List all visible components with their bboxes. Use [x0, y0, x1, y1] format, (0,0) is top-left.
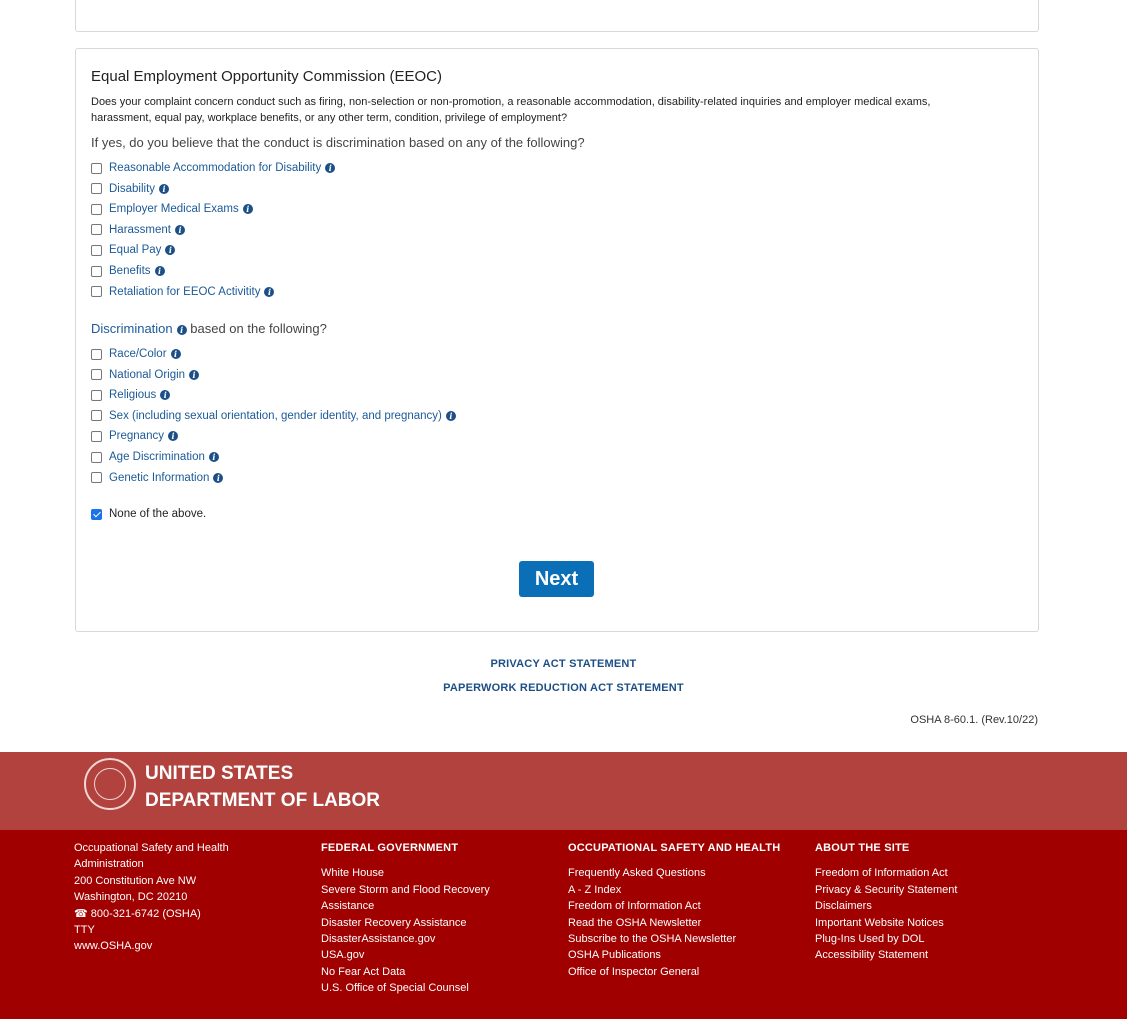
checkbox-option[interactable] — [91, 283, 274, 301]
info-icon[interactable]: i — [189, 370, 199, 380]
footer-link[interactable]: Freedom of Information Act — [568, 900, 701, 913]
info-icon[interactable]: i — [175, 225, 185, 235]
option-label[interactable]: Harassment — [109, 223, 171, 236]
checkbox-option[interactable] — [91, 159, 335, 177]
dol-name-line2: DEPARTMENT OF LABOR — [145, 790, 381, 811]
option-label[interactable]: Race/Color — [109, 348, 167, 360]
osh-heading: OCCUPATIONAL SAFETY AND HEALTH — [568, 842, 781, 854]
federal-heading: FEDERAL GOVERNMENT — [321, 842, 459, 854]
option-label[interactable]: Religious — [109, 389, 157, 402]
info-icon[interactable]: i — [165, 245, 175, 255]
info-icon[interactable]: i — [446, 411, 456, 421]
footer-link[interactable]: Privacy & Security Statement — [815, 883, 958, 896]
footer-link[interactable]: Accessibility Statement — [815, 949, 929, 962]
privacy-act-link[interactable]: PRIVACY ACT STATEMENT — [490, 658, 637, 670]
option-label[interactable]: Age Discrimination — [109, 451, 205, 463]
footer-links — [0, 830, 1127, 1019]
paperwork-reduction-link[interactable]: PAPERWORK REDUCTION ACT STATEMENT — [443, 682, 684, 694]
checkbox-option[interactable] — [91, 407, 456, 425]
checkbox-option[interactable] — [91, 366, 199, 384]
option-checkbox[interactable] — [91, 204, 102, 215]
info-icon[interactable]: i — [155, 266, 165, 276]
checkbox-option[interactable] — [91, 345, 181, 363]
footer-link[interactable]: Disclaimers — [815, 900, 872, 913]
info-icon[interactable]: i — [209, 452, 219, 462]
footer-link[interactable]: Subscribe to the OSHA Newsletter — [568, 933, 737, 946]
footer-about-column — [815, 840, 1035, 964]
previous-section-panel — [75, 0, 1039, 32]
dol-name-line1: UNITED STATES — [145, 763, 294, 784]
footer-osh-column — [568, 840, 798, 980]
discrimination-link[interactable]: Discrimination — [91, 321, 173, 336]
option-label[interactable]: National Origin — [109, 368, 186, 381]
option-label[interactable]: Genetic Information — [109, 471, 210, 484]
discrimination-suffix: based on the following? — [190, 321, 327, 336]
info-icon[interactable]: i — [325, 163, 335, 173]
option-label[interactable]: Sex (including sexual orientation, gender identity, and pregnancy) — [109, 409, 442, 422]
none-of-above-label: None of the above. — [109, 508, 207, 520]
next-button[interactable]: Next — [519, 561, 594, 597]
checkbox-option[interactable] — [91, 200, 253, 218]
conduct-question: If yes, do you believe that the conduct is discrimination based on any of the following? — [91, 135, 585, 150]
option-checkbox[interactable] — [91, 410, 102, 421]
discrimination-question — [91, 321, 327, 336]
address-line: ☎ 800-321-6742 (OSHA) — [74, 907, 201, 920]
checkbox-option[interactable] — [91, 448, 219, 466]
checkbox-option[interactable] — [91, 262, 165, 280]
footer-link[interactable]: No Fear Act Data — [321, 965, 406, 978]
form-number: OSHA 8-60.1. (Rev.10/22) — [910, 714, 1038, 726]
address-line: Administration — [74, 858, 144, 871]
footer-link[interactable]: Assistance — [321, 900, 375, 913]
option-label[interactable]: Pregnancy — [109, 430, 164, 443]
option-checkbox[interactable] — [91, 472, 102, 483]
option-checkbox[interactable] — [91, 452, 102, 463]
info-icon[interactable]: i — [159, 184, 169, 194]
footer-link[interactable]: Disaster Recovery Assistance — [321, 916, 467, 929]
info-icon[interactable]: i — [160, 390, 170, 400]
address-line: www.OSHA.gov — [74, 940, 153, 953]
option-label[interactable]: Reasonable Accommodation for Disability — [109, 162, 322, 174]
footer-banner — [0, 752, 1127, 830]
footer-link[interactable]: DisasterAssistance.gov — [321, 933, 436, 946]
option-checkbox[interactable] — [91, 369, 102, 380]
checkbox-option[interactable] — [91, 386, 170, 404]
footer-link[interactable]: Office of Inspector General — [568, 965, 700, 978]
dol-seal-icon — [84, 758, 136, 810]
info-icon[interactable]: i — [213, 473, 223, 483]
footer-link[interactable]: Frequently Asked Questions — [568, 867, 706, 880]
option-checkbox[interactable] — [91, 390, 102, 401]
option-checkbox[interactable] — [91, 286, 102, 297]
section-description: Does your complaint concern conduct such as firing, non-selection or non-promotion, a reasonable accommodation, disability-related inquiries and employer medical exams, harassment, equal pay, workplace benefits, or any other term, condition, privilege of employment? — [91, 96, 931, 124]
option-checkbox[interactable] — [91, 163, 102, 174]
footer-link[interactable]: White House — [321, 867, 384, 880]
info-icon[interactable]: i — [168, 431, 178, 441]
address-line: 200 Constitution Ave NW — [74, 874, 197, 887]
option-checkbox[interactable] — [91, 266, 102, 277]
eeoc-section-panel — [75, 48, 1039, 632]
address-line: TTY — [74, 924, 95, 937]
footer-link[interactable]: A - Z Index — [568, 883, 622, 896]
option-checkbox[interactable] — [91, 245, 102, 256]
option-checkbox[interactable] — [91, 183, 102, 194]
footer-link[interactable]: Freedom of Information Act — [815, 867, 948, 880]
checkbox-option[interactable] — [91, 221, 185, 239]
address-line: Occupational Safety and Health — [74, 842, 229, 854]
option-checkbox[interactable] — [91, 224, 102, 235]
footer-link[interactable]: Read the OSHA Newsletter — [568, 916, 702, 929]
footer-link[interactable]: U.S. Office of Special Counsel — [321, 982, 469, 995]
footer-link[interactable]: Plug-Ins Used by DOL — [815, 933, 925, 946]
option-label[interactable]: Disability — [109, 182, 156, 195]
checkbox-option[interactable] — [91, 469, 223, 487]
option-label[interactable]: Retaliation for EEOC Activitity — [109, 285, 261, 298]
section-title: Equal Employment Opportunity Commission (EEOC) — [91, 68, 442, 85]
footer-link[interactable]: USA.gov — [321, 949, 365, 962]
footer-link[interactable]: OSHA Publications — [568, 949, 661, 962]
checkbox-option[interactable] — [91, 427, 178, 445]
option-label[interactable]: Equal Pay — [109, 244, 162, 257]
footer-federal-column — [321, 840, 541, 997]
footer-link[interactable]: Severe Storm and Flood Recovery — [321, 883, 490, 896]
option-label[interactable]: Employer Medical Exams — [109, 203, 239, 216]
option-checkbox[interactable] — [91, 349, 102, 360]
option-label[interactable]: Benefits — [109, 265, 151, 277]
info-icon[interactable]: i — [171, 349, 181, 359]
checkbox-option[interactable] — [91, 241, 175, 259]
checkbox-option[interactable] — [91, 180, 169, 198]
info-icon[interactable]: i — [177, 325, 187, 335]
none-of-above-checkbox[interactable] — [91, 509, 102, 520]
none-of-above-option[interactable] — [91, 505, 206, 523]
footer-link[interactable]: Important Website Notices — [815, 916, 944, 929]
info-icon[interactable]: i — [243, 204, 253, 214]
option-checkbox[interactable] — [91, 431, 102, 442]
footer-address — [74, 840, 264, 955]
info-icon[interactable]: i — [264, 287, 274, 297]
about-heading: ABOUT THE SITE — [815, 842, 910, 854]
address-line: Washington, DC 20210 — [74, 891, 188, 904]
